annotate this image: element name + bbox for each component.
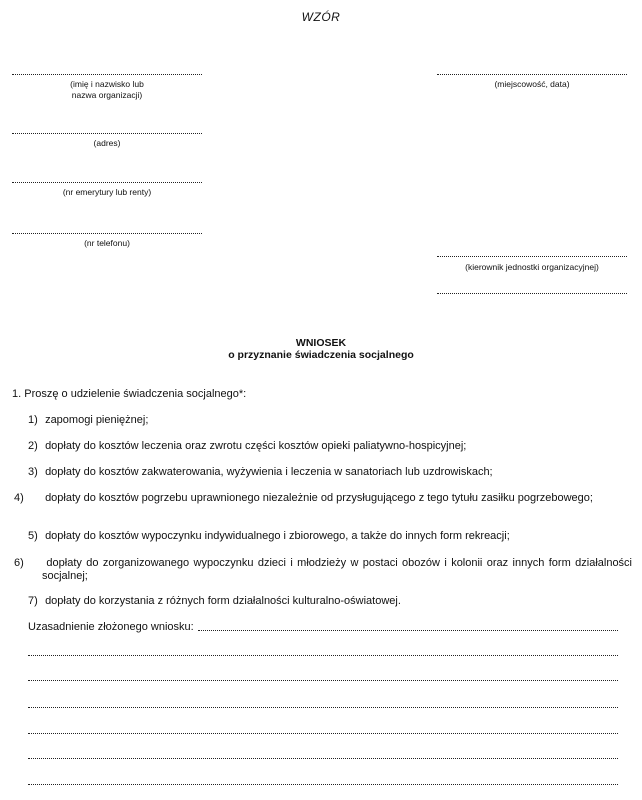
justification-label: Uzasadnienie złożonego wniosku:: [28, 621, 194, 633]
justification-line[interactable]: [198, 630, 618, 631]
list-item: 5) dopłaty do kosztów wypoczynku indywidualnego i zbiorowego, a także do innych form rekreacji;: [28, 530, 510, 542]
list-item: 3) dopłaty do kosztów zakwaterowania, wyżywienia i leczenia w sanatoriach lub uzdrowiskach;: [28, 466, 493, 478]
list-item: 6) dopłaty do zorganizowanego wypoczynku dzieci i młodzieży w postaci obozów i kolonii oraz innych form działalności socjalnej;: [14, 557, 633, 582]
address-field-line[interactable]: [12, 133, 202, 134]
document-title: WNIOSEK: [295, 337, 347, 349]
place-date-field-line[interactable]: [437, 74, 627, 75]
justification-line[interactable]: [28, 733, 618, 734]
manager-field-line[interactable]: [437, 256, 627, 257]
justification-line[interactable]: [28, 707, 618, 708]
list-item: 7) dopłaty do korzystania z różnych form działalności kulturalno-oświatowej.: [28, 595, 401, 607]
phone-field-line[interactable]: [12, 233, 202, 234]
justification-line[interactable]: [28, 680, 618, 681]
list-item: 2) dopłaty do kosztów leczenia oraz zwrotu części kosztów opieki paliatywno-hospicyjnej;: [28, 440, 467, 452]
list-item: 1) zapomogi pieniężnej;: [28, 414, 149, 426]
address-field-caption: (adres): [93, 138, 121, 148]
list-item: 4) dopłaty do kosztów pogrzebu uprawnionego niezależnie od przysługującego z tego tytułu zasiłku pogrzebowego;: [14, 492, 593, 504]
name-field-caption: (imię i nazwisko lub nazwa organizacji): [70, 79, 144, 100]
form-template-label: WZÓR: [301, 10, 341, 24]
justification-line[interactable]: [28, 784, 618, 785]
manager-field-line-2[interactable]: [437, 293, 627, 294]
phone-field-caption: (nr telefonu): [84, 238, 130, 248]
section-intro: 1. Proszę o udzielenie świadczenia socjalnego*:: [12, 388, 247, 400]
place-date-field-caption: (miejscowość, data): [494, 79, 570, 89]
justification-row: [28, 621, 618, 633]
pension-number-field-caption: (nr emerytury lub renty): [62, 187, 152, 197]
pension-number-field-line[interactable]: [12, 182, 202, 183]
justification-line[interactable]: [28, 758, 618, 759]
justification-line[interactable]: [28, 655, 618, 656]
name-field-line[interactable]: [12, 74, 202, 75]
manager-field-caption: (kierownik jednostki organizacyjnej): [465, 262, 599, 272]
document-subtitle: o przyznanie świadczenia socjalnego: [228, 349, 414, 361]
